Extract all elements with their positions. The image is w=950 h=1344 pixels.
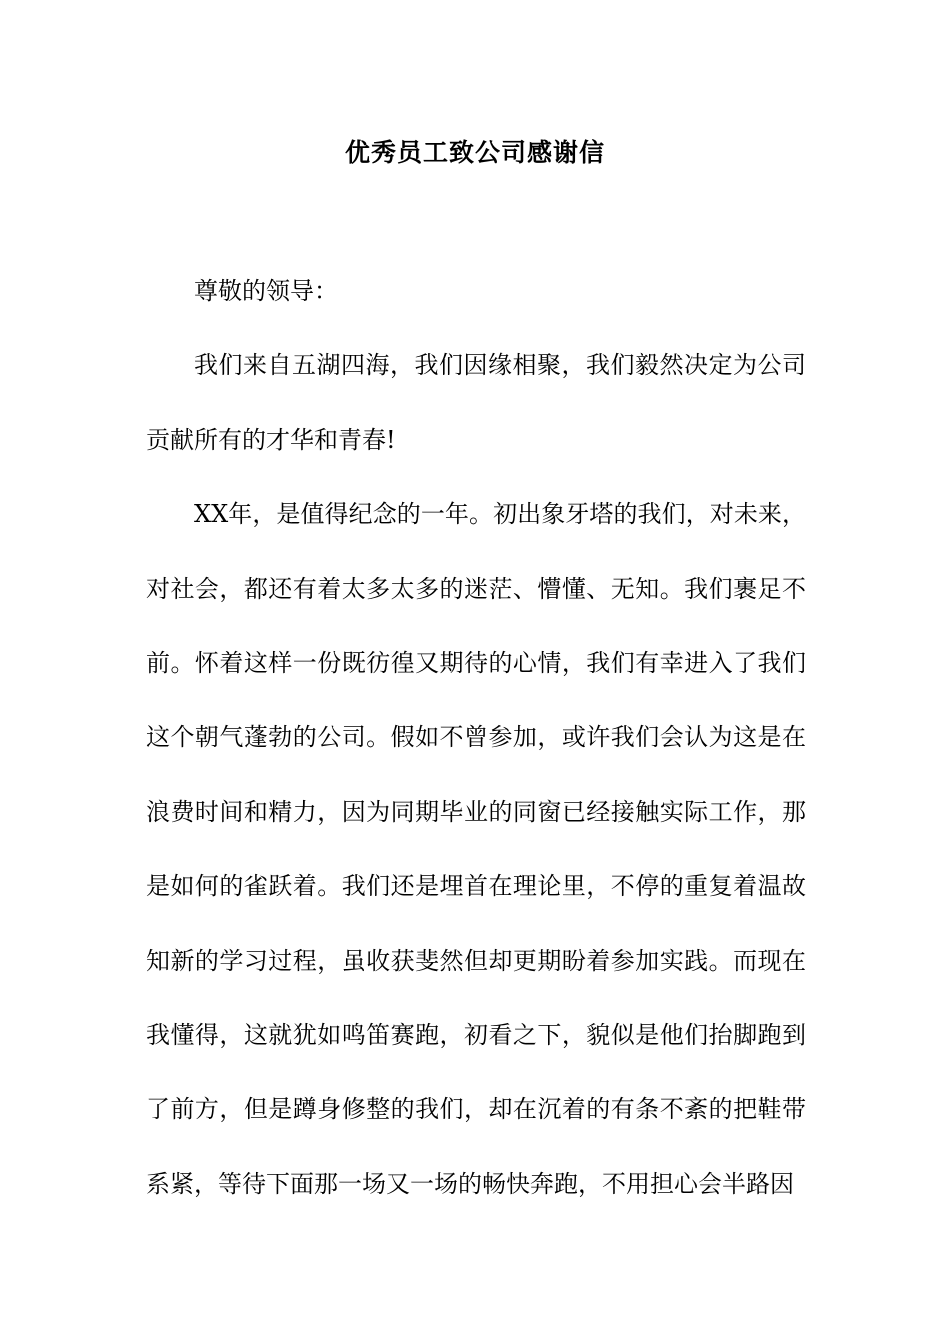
paragraph-2: XX年，是值得纪念的一年。初出象牙塔的我们，对未来，对社会，都还有着太多太多的迷茫、懵懂、无知。我们裹足不前。怀着这样一份既彷徨又期待的心情，我们有幸进入了我们这个朝气蓬勃的公司。假如不曾参加，或许我们会认为这是在浪费时间和精力，因为同期毕业的同窗已经接触实际工作，那是如何的雀跃着。我们还是埋首在理论里，不停的重复着温故知新的学习过程，虽收获斐然但却更期盼着参加实践。而现在我懂得，这就犹如鸣笛赛跑，初看之下，貌似是他们抬脚跑到了前方，但是蹲身修整的我们，却在沉着的有条不紊的把鞋带系紧，等待下面那一场又一场的畅快奔跑，不用担心会半路因 <box>146 500 806 1198</box>
document-body <box>146 254 806 1221</box>
paragraph-1: 我们来自五湖四海，我们因缘相聚，我们毅然决定为公司贡献所有的才华和青春! <box>146 351 806 454</box>
document-title: 优秀员工致公司感谢信 <box>344 138 605 167</box>
salutation: 尊敬的领导： <box>194 277 338 305</box>
